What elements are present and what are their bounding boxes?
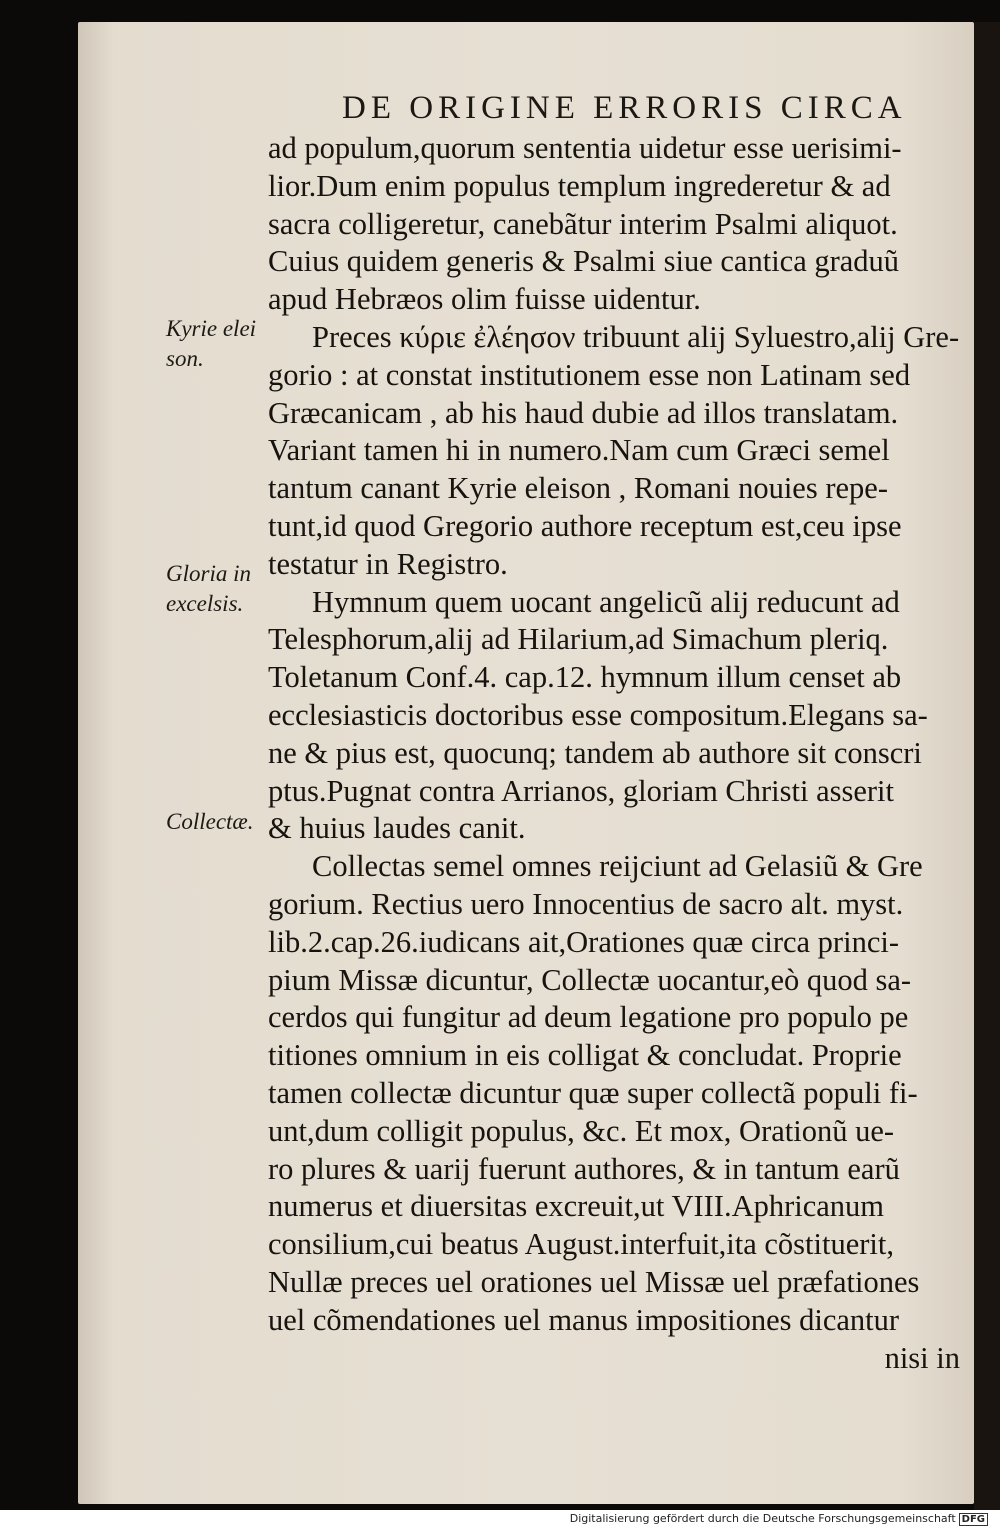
text-line: sacra colligeretur, canebãtur interim Psalmi aliquot. xyxy=(268,206,898,241)
text-line: ad populum,quorum sententia uidetur esse uerisimi- xyxy=(268,131,902,165)
text-line: lib.2.cap.26.iudicans ait,Orationes quæ circa princi- xyxy=(268,924,899,959)
text-line: Cuius quidem generis & Psalmi siue cantica graduũ xyxy=(268,244,900,279)
text-line: Preces κύριε ἐλέησον tribuunt alij Syluestro,alij Gre- xyxy=(312,319,960,354)
text-line: ro plures & uarij fuerunt authores, & in tantum earũ xyxy=(268,1151,900,1186)
text-line: numerus et diuersitas excreuit,ut VIII.Aphricanum xyxy=(268,1189,885,1224)
text-line: consilium,cui beatus August.interfuit,ita cõstituerit, xyxy=(268,1227,894,1262)
text-line: Nullæ preces uel orationes uel Missæ uel præfationes xyxy=(268,1264,920,1299)
body-text xyxy=(268,130,968,1377)
text-line: tunt,id quod Gregorio authore receptum est,ceu ipse xyxy=(268,508,902,543)
text-line: titiones omnium in eis colligat & concludat. Proprie xyxy=(268,1038,902,1073)
text-line: Græcanicam , ab his haud dubie ad illos translatam. xyxy=(268,395,899,430)
footer-text: Digitalisierung gefördert durch die Deutsche Forschungsgemeinschaft xyxy=(569,1512,956,1525)
text-line: Hymnum quem uocant angelicũ alij reducunt ad xyxy=(312,584,900,619)
text-line: ne & pius est, quocunq; tandem ab authore sit conscri xyxy=(268,735,922,770)
text-line: testatur in Registro. xyxy=(268,546,508,581)
margin-note-line: Gloria in xyxy=(166,561,251,586)
text-line: pium Missæ dicuntur, Collectæ uocantur,eò quod sa- xyxy=(268,962,912,997)
text-line: & huius laudes canit. xyxy=(268,811,526,846)
text-line: Variant tamen hi in numero.Nam cum Græci semel xyxy=(268,433,890,468)
margin-note-line: son. xyxy=(166,346,204,371)
margin-note-collectae xyxy=(166,807,254,837)
text-line: lior.Dum enim populus templum ingrederetur & ad xyxy=(268,168,891,203)
text-line: Collectas semel omnes reijciunt ad Gelasiũ & Gre xyxy=(312,849,923,884)
text-line: ecclesiasticis doctoribus esse compositum.Elegans sa- xyxy=(268,697,928,732)
margin-note-kyrie xyxy=(166,314,256,374)
text-line: unt,dum colligit populus, &c. Et mox, Orationũ ue- xyxy=(268,1113,895,1148)
text-line: Toletanum Conf.4. cap.12. hymnum illum censet ab xyxy=(268,660,902,695)
margin-note-line: Kyrie elei xyxy=(166,316,257,341)
funding-footer xyxy=(570,1512,988,1526)
text-line: cerdos qui fungitur ad deum legatione pro populo pe xyxy=(268,1000,909,1035)
text-line: ptus.Pugnat contra Arrianos, gloriam Christi asserit xyxy=(268,773,895,808)
text-line: uel cõmendationes uel manus impositiones dicantur xyxy=(268,1302,900,1337)
text-line: tantum canant Kyrie eleison , Romani nouies repe- xyxy=(268,471,888,506)
running-head: DE ORIGINE ERRORIS CIRCA xyxy=(342,90,907,126)
text-line: gorio : at constat institutionem esse non Latinam sed xyxy=(268,357,911,392)
margin-note-line: Collectæ. xyxy=(166,809,254,834)
text-line: Telesphorum,alij ad Hilarium,ad Simachum plerіq. xyxy=(268,622,889,657)
text-line: gorium. Rectius uero Innocentius de sacro alt. myst. xyxy=(268,886,904,921)
page-edge xyxy=(974,22,1000,1510)
text-line: tamen collectæ dicuntur quæ super collectã populi fi- xyxy=(268,1075,918,1110)
dfg-logo: DFG xyxy=(959,1513,988,1526)
catchword: nisi in xyxy=(884,1340,960,1375)
margin-note-line: excelsis. xyxy=(166,591,244,616)
text-line: apud Hebræos olim fuisse uidentur. xyxy=(268,282,701,317)
margin-note-gloria xyxy=(166,559,251,619)
